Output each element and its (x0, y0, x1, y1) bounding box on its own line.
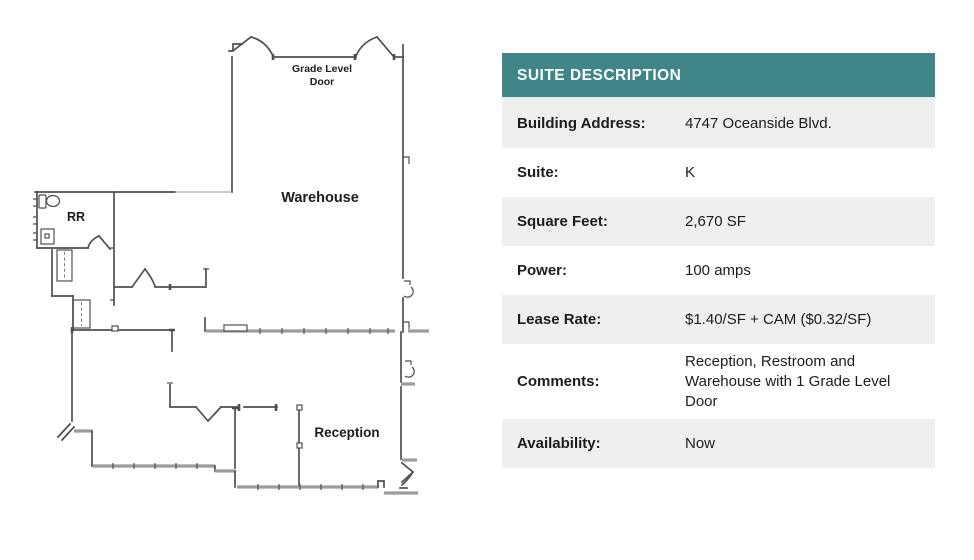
grade-level-door-label: Grade Level (291, 63, 353, 75)
wall-notch (378, 481, 384, 487)
row-label: Building Address: (517, 115, 646, 132)
table-row-comments (502, 344, 935, 419)
suite-description-header (502, 53, 935, 99)
row-value: 4747 Oceanside Blvd. (685, 114, 832, 132)
table-row-power (502, 246, 935, 295)
toilet-icon (39, 195, 60, 208)
row-label: Power: (517, 262, 568, 279)
grade-level-door-label-line2: Door (309, 76, 335, 88)
warehouse-label: Warehouse (281, 190, 359, 206)
row-label: Availability: (517, 435, 601, 453)
office-walls (58, 330, 239, 487)
row-value: $1.40/SF + CAM ($0.32/SF) (685, 310, 872, 328)
row-label: Square Feet: (517, 213, 608, 230)
table-row-building-address (502, 99, 935, 148)
utility-box-icon (404, 281, 414, 377)
row-value: K (685, 163, 696, 181)
reception-label: Reception (314, 425, 380, 440)
table-row-lease-rate (502, 295, 935, 344)
wall-jog (403, 157, 409, 164)
corner-door (58, 424, 74, 440)
suite-description-panel (502, 53, 935, 468)
table-row-square-feet (502, 197, 935, 246)
table-row-availability (502, 419, 935, 468)
row-label: Suite: (517, 164, 559, 181)
rr-label: RR (66, 210, 86, 224)
restroom-walls (33, 192, 114, 305)
row-value: 100 amps (685, 261, 751, 279)
reception-walls (237, 332, 418, 493)
panel-title: SUITE DESCRIPTION (517, 67, 682, 84)
hallway-walls (167, 383, 277, 421)
warehouse-bottom-wall (205, 318, 429, 334)
row-value: Now (685, 434, 716, 452)
table-row-suite (502, 148, 935, 197)
row-label: Comments: (517, 373, 600, 391)
entry-door-arc (402, 472, 413, 485)
row-label: Lease Rate: (517, 311, 602, 328)
row-value: 2,670 SF (685, 212, 746, 230)
sink-icon (41, 229, 54, 244)
open-door (196, 407, 221, 421)
row-value: Reception, Restroom and Warehouse with 1 Grade Level Door (685, 353, 891, 410)
